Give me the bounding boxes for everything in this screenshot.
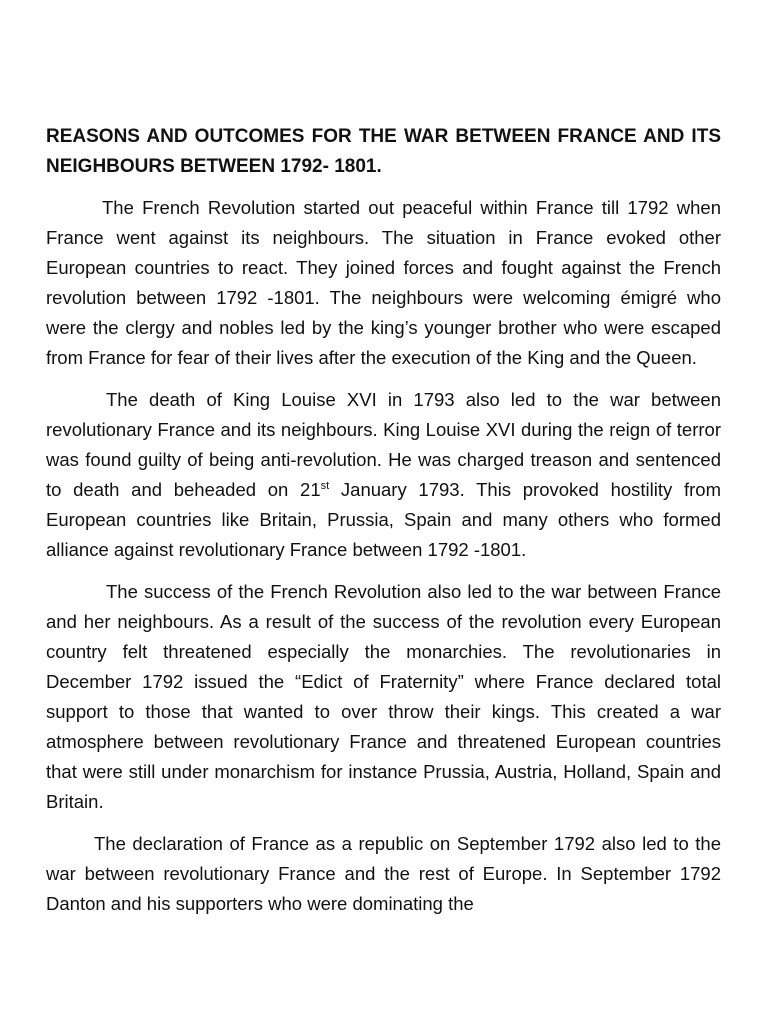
ordinal-suffix: st: [320, 479, 330, 492]
paragraph-2-text-after: January 1793. This provoked hostility from European countries like Britain, Prussia, Spain and many others who formed alliance against revolutionary France between 1792 -1801.: [46, 479, 721, 560]
paragraph-1: The French Revolution started out peaceful within France till 1792 when France went against its neighbours. The situation in France evoked other European countries to react. They joined forces and fought against the French revolution between 1792 -1801. The neighbours were welcoming émigré who were the clergy and nobles led by the king’s younger brother who were escaped from France for fear of their lives after the execution of the King and the Queen.: [46, 197, 721, 368]
paragraph-2: [46, 385, 721, 565]
document-title: REASONS AND OUTCOMES FOR THE WAR BETWEEN FRANCE AND ITS NEIGHBOURS BETWEEN 1792- 1801.: [46, 126, 721, 177]
paragraph-3: The success of the French Revolution also led to the war between France and her neighbours. As a result of the success of the revolution every European country felt threatened especially the monarchies. The revolutionaries in December 1792 issued the “Edict of Fraternity” where France declared total support to those that wanted to over throw their kings. This created a war atmosphere between revolutionary France and threatened European countries that were still under monarchism for instance Prussia, Austria, Holland, Spain and Britain.: [46, 581, 721, 812]
paragraph-4: The declaration of France as a republic on September 1792 also led to the war between revolutionary France and the rest of Europe. In September 1792 Danton and his supporters who were dominating the: [46, 833, 721, 914]
document-page: [46, 122, 721, 931]
paragraph-2-text-before: The death of King Louise XVI in 1793 also led to the war between revolutionary France and its neighbours. King Louise XVI during the reign of terror was found guilty of being anti-revolution. He was charged treason and sentenced to death and beheaded on 21: [46, 389, 721, 500]
